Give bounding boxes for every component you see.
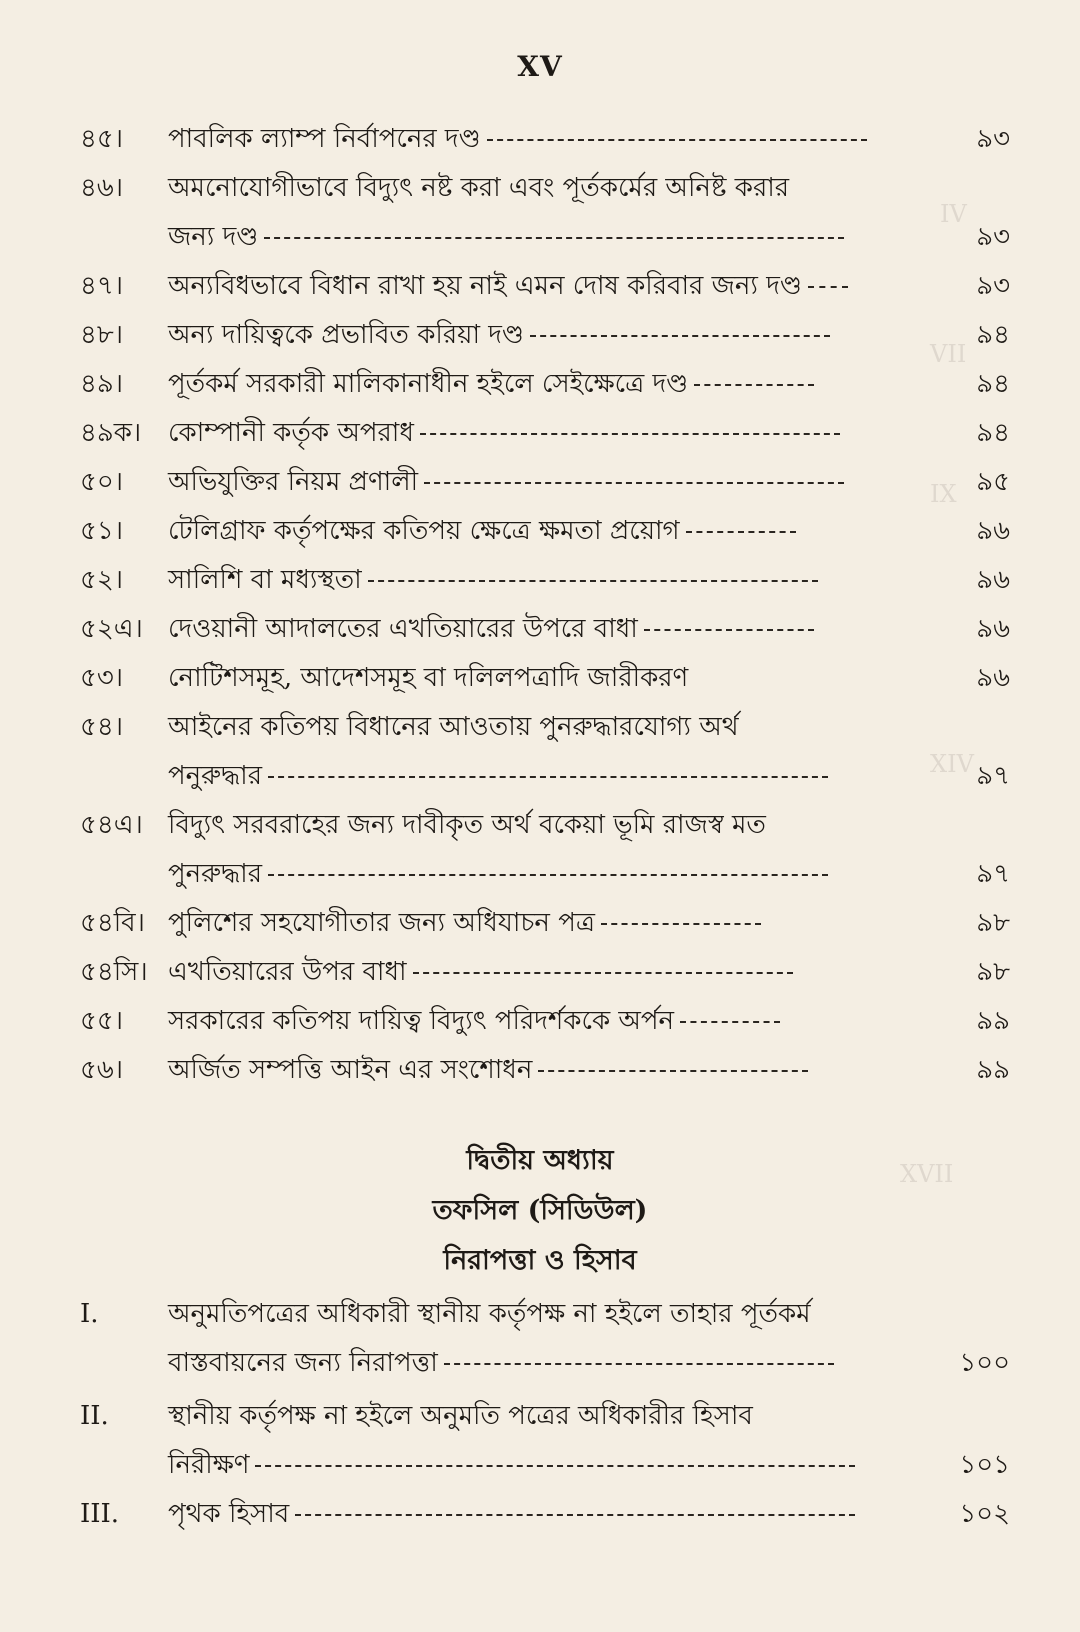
entry-page: ৯৩ — [976, 124, 1010, 154]
entry-title: কোম্পানী কর্তৃক অপরাধ — [168, 409, 878, 458]
entry-title: আইনের কতিপয় বিধানের আওতায় পুনরুদ্ধারযোগ্য অর্থ পনুরুদ্ধার — [168, 703, 878, 801]
entry-page: ৯৪ — [976, 418, 1010, 448]
entry-page: ৯৬ — [976, 516, 1010, 546]
entry-page: ১০১ — [959, 1450, 1010, 1480]
bleed-through-mark: IV — [940, 200, 967, 228]
entry-page: ৯৪ — [976, 369, 1010, 399]
entry-number: III. — [80, 1499, 120, 1529]
entry-page: ১০২ — [959, 1499, 1010, 1529]
entry-page: ৯৬ — [976, 565, 1010, 595]
entry-page: ৯৬ — [976, 614, 1010, 644]
entry-title: বিদ্যুৎ সরবরাহের জন্য দাবীকৃত অর্থ বকেয়া ভূমি রাজস্ব মত পুনরুদ্ধার — [168, 801, 878, 899]
entry-page: ৯৫ — [976, 467, 1010, 497]
entry-number: ৪৫। — [80, 124, 124, 154]
schedule-entry — [80, 1290, 1010, 1388]
entry-title: স্থানীয় কর্তৃপক্ষ না হইলে অনুমতি পত্রের অধিকারীর হিসাব নিরীক্ষণ — [168, 1392, 878, 1490]
chapter-subheading: তফসিল (সিডিউল) — [432, 1195, 648, 1226]
entry-title: পৃথক হিসাব — [168, 1490, 878, 1539]
toc-entry — [80, 164, 1010, 262]
entry-number: ৫৬। — [80, 1055, 124, 1085]
entry-page: ৯৭ — [976, 761, 1010, 791]
bleed-through-mark: VII — [930, 340, 967, 368]
entry-number: ৪৭। — [80, 271, 124, 301]
entry-page: ৯৮ — [976, 957, 1010, 987]
entry-title: নোটিশসমূহ, আদেশসমূহ বা দলিলপত্রাদি জারীকরণ — [168, 663, 689, 693]
entry-title: পাবলিক ল্যাম্প নির্বাপনের দণ্ড — [168, 115, 878, 164]
entry-title: টেলিগ্রাফ কর্তৃপক্ষের কতিপয় ক্ষেত্রে ক্ষমতা প্রয়োগ — [168, 507, 878, 556]
entry-title: পুলিশের সহযোগীতার জন্য অধিযাচন পত্র — [168, 899, 878, 948]
entry-number: ৫৪বি। — [80, 908, 145, 938]
entry-number: ৫৫। — [80, 1006, 124, 1036]
entry-number: ৪৯ক। — [80, 418, 142, 448]
entry-title: দেওয়ানী আদালতের এখতিয়ারের উপরে বাধা — [168, 605, 878, 654]
chapter-heading: দ্বিতীয় অধ্যায় — [466, 1145, 614, 1176]
bleed-through-mark: IX — [930, 480, 957, 508]
entry-title: সালিশি বা মধ্যস্থতা — [168, 556, 878, 605]
entry-number: ৫৩। — [80, 663, 124, 693]
schedule-entry — [80, 1392, 1010, 1490]
entry-page: ৯৯ — [976, 1006, 1010, 1036]
entry-title: অমনোযোগীভাবে বিদ্যুৎ নষ্ট করা এবং পূর্তকর্মের অনিষ্ট করার জন্য দণ্ড — [168, 164, 878, 262]
entry-page: ৯৬ — [976, 663, 1010, 693]
entry-page: ৯৪ — [976, 320, 1010, 350]
entry-title: পূর্তকর্ম সরকারী মালিকানাধীন হইলে সেইক্ষেত্রে দণ্ড — [168, 360, 878, 409]
entry-number: II. — [80, 1401, 109, 1431]
toc-entry — [80, 801, 1010, 899]
page-number: XV — [517, 50, 563, 83]
entry-page: ৯৮ — [976, 908, 1010, 938]
entry-page: ৯৩ — [976, 222, 1010, 252]
entry-number: ৫৪। — [80, 712, 124, 742]
toc-entry — [80, 703, 1010, 801]
section-heading: নিরাপত্তা ও হিসাব — [443, 1245, 637, 1276]
bleed-through-mark: XIV — [930, 750, 974, 778]
entry-page: ৯৯ — [976, 1055, 1010, 1085]
entry-number: ৪৮। — [80, 320, 124, 350]
entry-page: ১০০ — [959, 1348, 1010, 1378]
bleed-through-mark: XVII — [900, 1160, 954, 1188]
entry-title: সরকারের কতিপয় দায়িত্ব বিদ্যুৎ পরিদর্শককে অর্পন — [168, 997, 878, 1046]
entry-page: ৯৩ — [976, 271, 1010, 301]
entry-number: ৫৪সি। — [80, 957, 148, 987]
entry-number: ৪৯। — [80, 369, 124, 399]
entry-number: ৫২এ। — [80, 614, 143, 644]
entry-title: অন্যবিধভাবে বিধান রাখা হয় নাই এমন দোষ করিবার জন্য দণ্ড — [168, 262, 878, 311]
entry-number: I. — [80, 1299, 99, 1329]
entry-number: ৫১। — [80, 516, 124, 546]
entry-number: ৫০। — [80, 467, 124, 497]
entry-title: অভিযুক্তির নিয়ম প্রণালী — [168, 458, 878, 507]
entry-title: এখতিয়ারের উপর বাধা — [168, 948, 878, 997]
entry-title: অন্য দায়িত্বকে প্রভাবিত করিয়া দণ্ড — [168, 311, 878, 360]
entry-number: ৫২। — [80, 565, 124, 595]
entry-number: ৫৪এ। — [80, 810, 143, 840]
entry-page: ৯৭ — [976, 859, 1010, 889]
entry-title: অর্জিত সম্পত্তি আইন এর সংশোধন — [168, 1046, 878, 1095]
entry-title: অনুমতিপত্রের অধিকারী স্থানীয় কর্তৃপক্ষ না হইলে তাহার পূর্তকর্ম বাস্তবায়নের জন্য নিরাপত্তা — [168, 1290, 878, 1388]
entry-number: ৪৬। — [80, 173, 124, 203]
